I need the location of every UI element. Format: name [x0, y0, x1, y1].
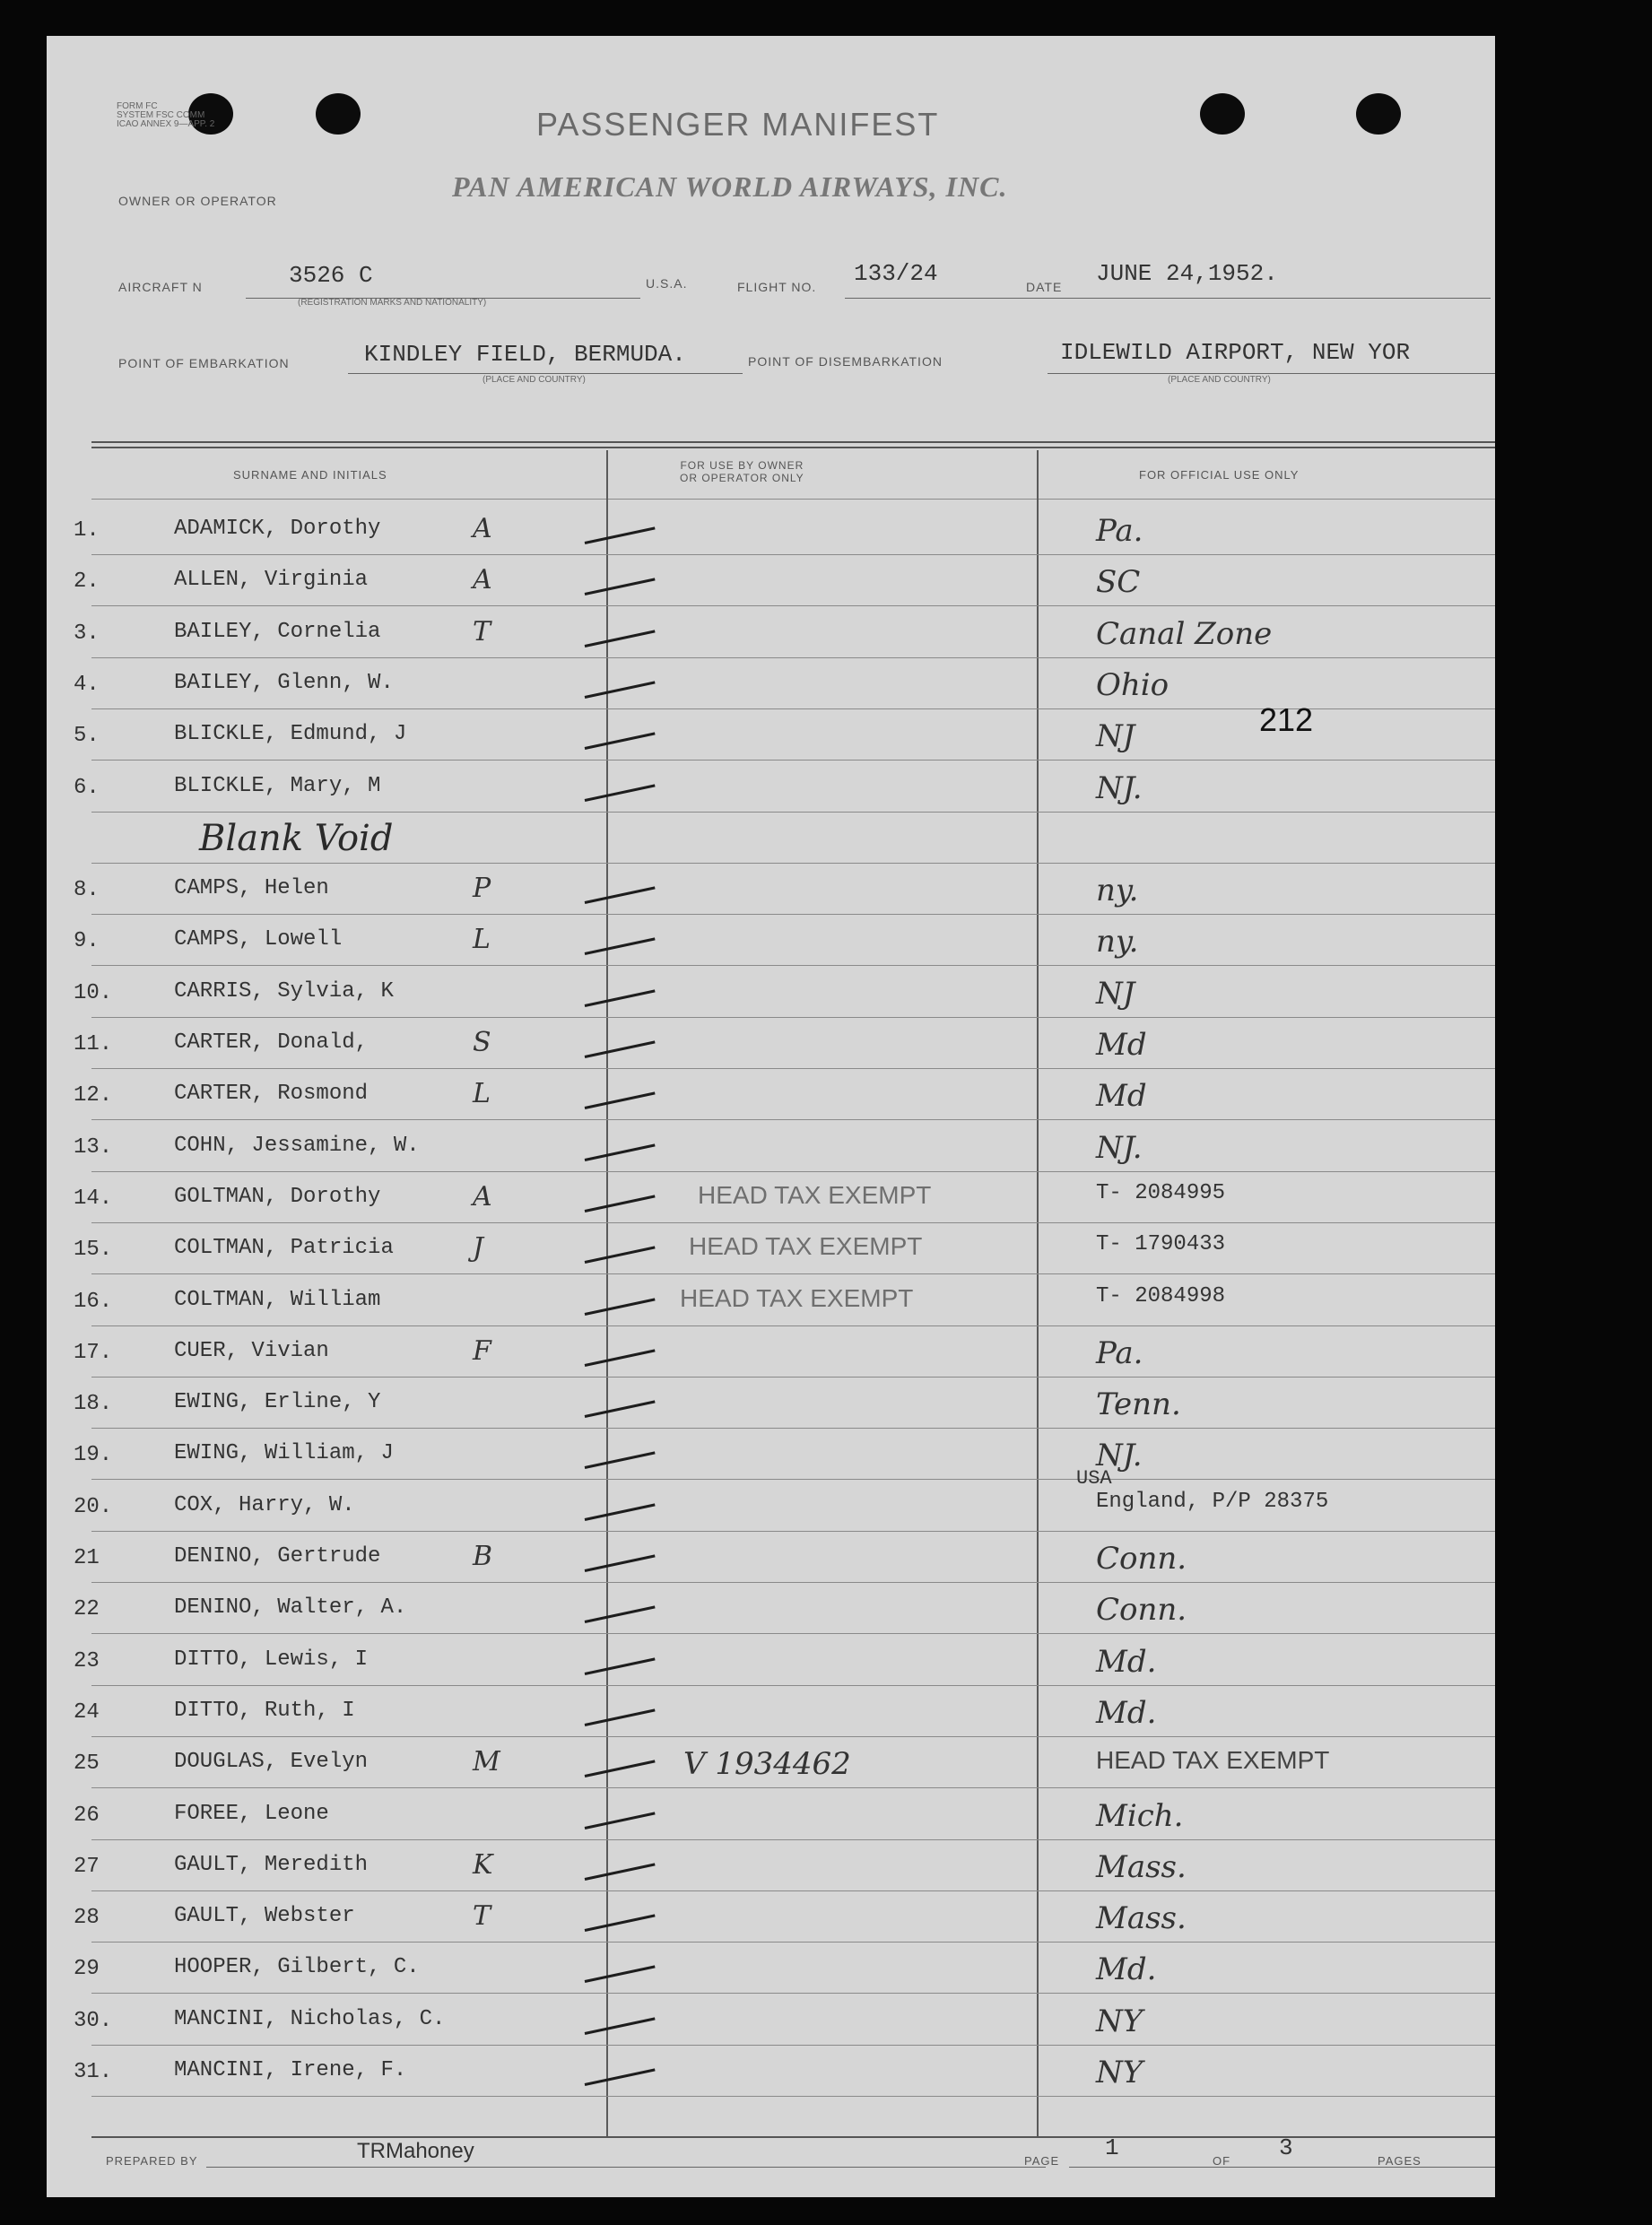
row-name: EWING, Erline, Y: [174, 1390, 381, 1414]
row-number: 8.: [74, 878, 100, 902]
of-label: OF: [1213, 2154, 1231, 2168]
row-initial: A: [473, 1181, 492, 1212]
row-number: 31.: [74, 2060, 113, 2084]
row-rule: [91, 2096, 1495, 2097]
official-note: Mich.: [1096, 1798, 1184, 1834]
row-name: CAMPS, Lowell: [174, 927, 343, 952]
row-number: 28: [74, 1906, 100, 1930]
row-rule: [91, 1942, 1495, 1943]
check-mark: [585, 1760, 656, 1777]
place-note: (PLACE AND COUNTRY): [1168, 375, 1271, 385]
row-name: BAILEY, Glenn, W.: [174, 671, 394, 695]
row-rule: [91, 863, 1495, 864]
check-mark: [585, 989, 656, 1007]
row-number: 2.: [74, 569, 100, 594]
row-name: CUER, Vivian: [174, 1339, 329, 1363]
row-initial: S: [473, 1027, 491, 1058]
row-initial: B: [473, 1541, 493, 1572]
row-name: EWING, William, J: [174, 1441, 394, 1465]
official-note: Canal Zone: [1096, 616, 1273, 652]
flight-number: 133/24: [854, 260, 938, 287]
check-mark: [585, 2068, 656, 2086]
official-note: Md.: [1096, 1695, 1157, 1731]
row-number: 10.: [74, 981, 113, 1005]
row-rule: [91, 1119, 1495, 1120]
official-note: Mass.: [1096, 1849, 1187, 1885]
row-number: 27: [74, 1855, 100, 1879]
check-mark: [585, 784, 656, 802]
official-note: HEAD TAX EXEMPT: [1096, 1746, 1330, 1774]
row-number: 20.: [74, 1495, 113, 1519]
row-rule: [91, 1582, 1495, 1583]
row-rule: [91, 1736, 1495, 1737]
row-name: BLICKLE, Edmund, J: [174, 722, 407, 746]
official-note: NJ: [1096, 976, 1135, 1012]
form-code: FORM FC SYSTEM FSC COMM ICAO ANNEX 9—APP. 2: [117, 101, 215, 129]
page-code: 212: [1259, 701, 1314, 738]
punch-hole: [1356, 93, 1401, 135]
aircraft-label: AIRCRAFT N: [118, 280, 203, 294]
row-name: GAULT, Webster: [174, 1904, 355, 1928]
official-note: Md.: [1096, 1951, 1157, 1987]
row-name: CARTER, Rosmond: [174, 1082, 369, 1106]
column-header-official: FOR OFFICIAL USE ONLY: [1139, 468, 1300, 482]
column-divider: [1037, 450, 1039, 2136]
row-rule: [91, 1787, 1495, 1788]
row-rule: [91, 1633, 1495, 1634]
row-number: 5.: [74, 724, 100, 748]
row-rule: [91, 657, 1495, 658]
row-initial: A: [473, 564, 492, 595]
check-mark: [585, 2017, 656, 2035]
check-mark: [585, 1914, 656, 1932]
check-mark: [585, 1091, 656, 1109]
check-mark: [585, 1605, 656, 1623]
official-note: ny.: [1096, 873, 1139, 908]
row-name: BLICKLE, Mary, M: [174, 774, 381, 798]
page-total: 3: [1279, 2134, 1293, 2161]
check-mark: [585, 937, 656, 955]
official-note: Pa.: [1096, 513, 1143, 549]
row-name: DOUGLAS, Evelyn: [174, 1750, 369, 1774]
row-name: BAILEY, Cornelia: [174, 620, 381, 644]
official-note: T- 1790433: [1096, 1232, 1226, 1256]
official-note: Mass.: [1096, 1900, 1187, 1936]
row-rule: [91, 914, 1495, 915]
row-rule: [91, 812, 1495, 813]
official-note: NJ: [1096, 718, 1135, 754]
row-number: 13.: [74, 1135, 113, 1160]
row-name: DENINO, Walter, A.: [174, 1595, 407, 1620]
row-number: 22: [74, 1597, 100, 1621]
row-number: 30.: [74, 2009, 113, 2033]
official-note: Conn.: [1096, 1592, 1187, 1628]
row-number: 12.: [74, 1083, 113, 1108]
row-initial: T: [473, 616, 491, 648]
row-rule: [91, 2045, 1495, 2046]
row-rule: [91, 965, 1495, 966]
official-note: SC: [1096, 564, 1141, 600]
row-initial: J: [473, 1232, 484, 1264]
page-number: 1: [1105, 2134, 1119, 2161]
row-rule: [91, 1890, 1495, 1891]
row-rule: [91, 1479, 1495, 1480]
official-note: England, P/P 28375: [1096, 1490, 1329, 1514]
row-name: ALLEN, Virginia: [174, 568, 369, 592]
row-number: 6.: [74, 776, 100, 800]
owner-note: V 1934462: [683, 1746, 851, 1782]
row-initial: L: [473, 1078, 491, 1109]
row-name: DITTO, Lewis, I: [174, 1647, 369, 1672]
row-rule: [91, 1325, 1495, 1326]
column-divider: [606, 450, 608, 2136]
row-rule: [91, 1377, 1495, 1378]
registration-note: (REGISTRATION MARKS AND NATIONALITY): [298, 298, 487, 308]
row-rule: [91, 1222, 1495, 1223]
row-number: 23: [74, 1649, 100, 1673]
disembarkation-label: POINT OF DISEMBARKATION: [748, 354, 943, 369]
official-note: T- 2084998: [1096, 1284, 1226, 1308]
check-mark: [585, 1246, 656, 1264]
check-mark: [585, 1657, 656, 1675]
row-name: COLTMAN, William: [174, 1288, 381, 1312]
usa-label: U.S.A.: [646, 276, 688, 291]
row-number: 4.: [74, 673, 100, 697]
row-rule: [91, 1993, 1495, 1994]
row-name: CARRIS, Sylvia, K: [174, 979, 394, 1004]
page-label: PAGE: [1024, 2154, 1060, 2168]
check-mark: [585, 1349, 656, 1367]
check-mark: [585, 1143, 656, 1161]
row-name: COX, Harry, W.: [174, 1493, 355, 1517]
official-note: NY: [1096, 2055, 1143, 2090]
row-number: 25: [74, 1751, 100, 1776]
punch-hole: [1200, 93, 1245, 135]
check-mark: [585, 1040, 656, 1058]
check-mark: [585, 1503, 656, 1521]
row-rule: [91, 1685, 1495, 1686]
check-mark: [585, 886, 656, 904]
row-rule: [91, 1428, 1495, 1429]
operator-name: PAN AMERICAN WORLD AIRWAYS, INC.: [452, 170, 1008, 203]
row-number: 3.: [74, 621, 100, 646]
row-initial: A: [473, 513, 492, 544]
official-note: Tenn.: [1096, 1386, 1181, 1422]
row-name: DENINO, Gertrude: [174, 1544, 381, 1569]
row-number: 17.: [74, 1341, 113, 1365]
check-mark: [585, 630, 656, 648]
check-mark: [585, 1965, 656, 1983]
prepared-by: TRMahoney: [357, 2139, 474, 2163]
row-number: 29: [74, 1957, 100, 1981]
official-note: Pa.: [1096, 1335, 1143, 1371]
row-name: MANCINI, Irene, F.: [174, 2058, 407, 2082]
embarkation-point: KINDLEY FIELD, BERMUDA.: [364, 341, 686, 368]
row-number: 15.: [74, 1238, 113, 1262]
row-rule: [91, 1273, 1495, 1274]
form-title: PASSENGER MANIFEST: [536, 106, 940, 143]
column-header-names: SURNAME AND INITIALS: [233, 468, 387, 482]
row-name: ADAMICK, Dorothy: [174, 517, 381, 541]
row-name: HOOPER, Gilbert, C.: [174, 1955, 420, 1979]
check-mark: [585, 1195, 656, 1212]
row-name: GAULT, Meredith: [174, 1853, 369, 1877]
row-initial: M: [473, 1746, 500, 1777]
row-name: COHN, Jessamine, W.: [174, 1134, 420, 1158]
embarkation-label: POINT OF EMBARKATION: [118, 356, 290, 370]
row-name: DITTO, Ruth, I: [174, 1699, 355, 1723]
row-number: 18.: [74, 1392, 113, 1416]
row-number: 26: [74, 1803, 100, 1828]
row-name: Blank Void: [199, 818, 394, 859]
head-tax-stamp: HEAD TAX EXEMPT: [689, 1232, 923, 1260]
official-note: Md: [1096, 1027, 1147, 1063]
flight-date: JUNE 24,1952.: [1096, 260, 1278, 287]
official-note: Md: [1096, 1078, 1147, 1114]
operator-label: OWNER OR OPERATOR: [118, 194, 277, 208]
official-note: NJ.: [1096, 1130, 1143, 1166]
date-label: DATE: [1026, 280, 1063, 294]
disembarkation-point: IDLEWILD AIRPORT, NEW YOR: [1060, 339, 1411, 366]
head-tax-stamp: HEAD TAX EXEMPT: [698, 1181, 932, 1209]
row-name: CARTER, Donald,: [174, 1030, 369, 1055]
row-number: 1.: [74, 518, 100, 543]
row-number: 21: [74, 1546, 100, 1570]
row-name: FOREE, Leone: [174, 1802, 329, 1826]
punch-hole: [316, 93, 361, 135]
official-note: NJ.: [1096, 770, 1143, 806]
official-note: Conn.: [1096, 1541, 1187, 1577]
check-mark: [585, 1298, 656, 1316]
row-rule: [91, 1171, 1495, 1172]
check-mark: [585, 1708, 656, 1726]
check-mark: [585, 1863, 656, 1881]
column-header-owner: FOR USE BY OWNER OR OPERATOR ONLY: [680, 459, 804, 484]
row-initial: K: [473, 1849, 493, 1881]
row-initial: F: [473, 1335, 491, 1367]
row-number: 19.: [74, 1443, 113, 1467]
row-name: MANCINI, Nicholas, C.: [174, 2007, 446, 2031]
row-rule: [91, 1017, 1495, 1018]
check-mark: [585, 1400, 656, 1418]
pages-label: PAGES: [1378, 2154, 1422, 2168]
check-mark: [585, 526, 656, 544]
row-initial: P: [473, 873, 491, 904]
row-number: 11.: [74, 1032, 113, 1056]
check-mark: [585, 1812, 656, 1830]
check-mark: [585, 681, 656, 699]
row-number: 16.: [74, 1290, 113, 1314]
official-note: ny.: [1096, 924, 1139, 960]
usa-annotation: USA: [1076, 1467, 1112, 1490]
official-note: NY: [1096, 2003, 1143, 2039]
row-name: GOLTMAN, Dorothy: [174, 1185, 381, 1209]
official-note: T- 2084995: [1096, 1181, 1226, 1205]
official-note: Ohio: [1096, 667, 1169, 703]
row-name: COLTMAN, Patricia: [174, 1236, 394, 1260]
check-mark: [585, 1554, 656, 1572]
row-initial: T: [473, 1900, 491, 1932]
row-rule: [91, 605, 1495, 606]
check-mark: [585, 1451, 656, 1469]
row-number: 24: [74, 1700, 100, 1725]
aircraft-number: 3526 C: [289, 262, 373, 289]
check-mark: [585, 732, 656, 750]
head-tax-stamp: HEAD TAX EXEMPT: [680, 1284, 914, 1312]
row-rule: [91, 1839, 1495, 1840]
row-number: 9.: [74, 929, 100, 953]
row-rule: [91, 1068, 1495, 1069]
manifest-sheet: [47, 36, 1495, 2197]
check-mark: [585, 578, 656, 595]
flight-label: FLIGHT NO.: [737, 280, 817, 294]
row-number: 14.: [74, 1186, 113, 1211]
row-initial: L: [473, 924, 491, 955]
official-note: Md.: [1096, 1644, 1157, 1680]
prepared-by-label: PREPARED BY: [106, 2154, 198, 2168]
row-rule: [91, 554, 1495, 555]
row-name: CAMPS, Helen: [174, 876, 329, 900]
place-note: (PLACE AND COUNTRY): [483, 375, 586, 385]
official-note: NJ.: [1096, 1438, 1143, 1473]
row-rule: [91, 1531, 1495, 1532]
